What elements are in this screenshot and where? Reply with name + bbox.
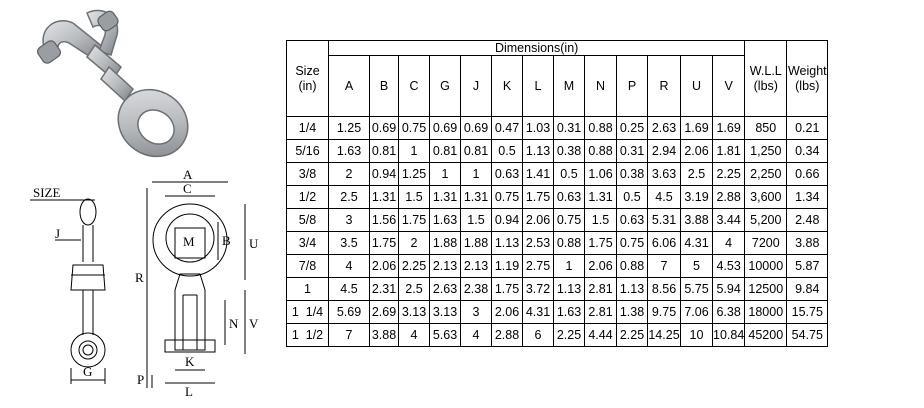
dim-cell-g: 2.63 — [430, 278, 461, 301]
size-cell: 1/2 — [287, 186, 329, 209]
label-p: P — [137, 372, 145, 387]
dim-cell-n: 1.31 — [585, 186, 617, 209]
dim-cell-n: 4.44 — [585, 324, 617, 347]
dim-cell-p: 0.63 — [617, 209, 648, 232]
dim-col-g: G — [430, 56, 461, 117]
wll-header-line-2: (lbs) — [753, 78, 778, 93]
label-size: SIZE — [33, 185, 61, 200]
dim-cell-r: 5.31 — [648, 209, 681, 232]
label-l: L — [185, 384, 193, 399]
dim-cell-j: 1.31 — [461, 186, 492, 209]
dim-cell-c: 1 — [399, 140, 430, 163]
dim-cell-u: 1.69 — [681, 117, 713, 140]
dim-cell-v: 10.84 — [713, 324, 745, 347]
dim-cell-n: 1.06 — [585, 163, 617, 186]
wll-cell: 1,250 — [745, 140, 787, 163]
dim-cell-p: 2.25 — [617, 324, 648, 347]
dim-col-m: M — [554, 56, 585, 117]
dim-cell-b: 0.81 — [370, 140, 399, 163]
label-m: M — [183, 234, 195, 249]
dim-col-a: A — [329, 56, 370, 117]
dim-cell-c: 2.25 — [399, 255, 430, 278]
dim-cell-g: 5.63 — [430, 324, 461, 347]
table-row — [287, 324, 828, 347]
dim-cell-m: 0.75 — [554, 209, 585, 232]
label-k: K — [185, 354, 195, 369]
label-c: C — [183, 181, 192, 196]
weight-header — [787, 41, 828, 117]
weight-cell: 1.34 — [787, 186, 828, 209]
weight-header-line-1: Weight — [787, 63, 827, 78]
dim-cell-c: 3.13 — [399, 301, 430, 324]
label-a: A — [183, 170, 193, 182]
dim-cell-g: 2.13 — [430, 255, 461, 278]
dim-cell-l: 1.75 — [523, 186, 554, 209]
dim-cell-p: 0.88 — [617, 255, 648, 278]
dim-cell-j: 0.81 — [461, 140, 492, 163]
technical-drawing — [25, 170, 285, 406]
dim-cell-p: 0.25 — [617, 117, 648, 140]
dim-cell-m: 1.63 — [554, 301, 585, 324]
wll-cell: 2,250 — [745, 163, 787, 186]
dim-cell-u: 2.06 — [681, 140, 713, 163]
dim-cell-r: 9.75 — [648, 301, 681, 324]
label-v: V — [249, 316, 259, 331]
dim-col-p: P — [617, 56, 648, 117]
dim-cell-b: 1.31 — [370, 186, 399, 209]
dim-cell-a: 7 — [329, 324, 370, 347]
dim-cell-c: 1.5 — [399, 186, 430, 209]
dim-col-b: B — [370, 56, 399, 117]
weight-cell: 0.34 — [787, 140, 828, 163]
wll-cell: 5,200 — [745, 209, 787, 232]
dim-cell-n: 2.06 — [585, 255, 617, 278]
dim-cell-a: 2.5 — [329, 186, 370, 209]
size-cell: 1 — [287, 278, 329, 301]
dim-cell-l: 6 — [523, 324, 554, 347]
dim-cell-n: 0.88 — [585, 117, 617, 140]
dim-cell-k: 0.63 — [492, 163, 523, 186]
dim-cell-r: 6.06 — [648, 232, 681, 255]
dim-cell-k: 2.88 — [492, 324, 523, 347]
dim-cell-a: 4 — [329, 255, 370, 278]
dim-cell-c: 2 — [399, 232, 430, 255]
dim-cell-a: 1.63 — [329, 140, 370, 163]
size-cell: 5/16 — [287, 140, 329, 163]
specification-rows — [287, 117, 828, 347]
dim-cell-k: 0.75 — [492, 186, 523, 209]
side-view — [30, 185, 105, 384]
dim-cell-u: 3.19 — [681, 186, 713, 209]
dim-cell-g: 1.88 — [430, 232, 461, 255]
dim-cell-a: 3 — [329, 209, 370, 232]
dim-cell-k: 2.06 — [492, 301, 523, 324]
dim-col-n: N — [585, 56, 617, 117]
dim-cell-b: 3.88 — [370, 324, 399, 347]
dim-cell-k: 0.47 — [492, 117, 523, 140]
table-row — [287, 278, 828, 301]
dim-cell-a: 5.69 — [329, 301, 370, 324]
size-cell: 5/8 — [287, 209, 329, 232]
weight-cell: 9.84 — [787, 278, 828, 301]
table-row — [287, 301, 828, 324]
dim-cell-l: 4.31 — [523, 301, 554, 324]
dim-cell-p: 1.13 — [617, 278, 648, 301]
dim-cell-l: 2.53 — [523, 232, 554, 255]
dim-cell-a: 1.25 — [329, 117, 370, 140]
table-row — [287, 255, 828, 278]
dim-cell-m: 2.25 — [554, 324, 585, 347]
dim-cell-c: 2.5 — [399, 278, 430, 301]
dim-cell-l: 1.13 — [523, 140, 554, 163]
dim-cell-g: 1 — [430, 163, 461, 186]
table-row — [287, 186, 828, 209]
label-r: R — [135, 270, 144, 285]
dim-cell-c: 1.75 — [399, 209, 430, 232]
wll-cell: 7200 — [745, 232, 787, 255]
dim-cell-v: 3.44 — [713, 209, 745, 232]
front-view — [135, 170, 259, 399]
label-g: G — [83, 364, 93, 379]
dim-cell-n: 1.5 — [585, 209, 617, 232]
dim-cell-b: 1.75 — [370, 232, 399, 255]
dim-col-c: C — [399, 56, 430, 117]
dim-col-l: L — [523, 56, 554, 117]
dim-cell-l: 3.72 — [523, 278, 554, 301]
dim-cell-v: 2.25 — [713, 163, 745, 186]
dim-cell-j: 2.38 — [461, 278, 492, 301]
size-header-line-1: Size — [295, 63, 320, 78]
dim-cell-b: 2.06 — [370, 255, 399, 278]
dimensions-header: Dimensions(in) — [329, 41, 745, 56]
dim-cell-j: 3 — [461, 301, 492, 324]
dim-cell-p: 0.31 — [617, 140, 648, 163]
table-row — [287, 232, 828, 255]
dim-cell-j: 0.69 — [461, 117, 492, 140]
dim-cell-j: 1.88 — [461, 232, 492, 255]
label-j: J — [55, 226, 61, 241]
dim-cell-b: 0.69 — [370, 117, 399, 140]
dim-cell-u: 5 — [681, 255, 713, 278]
dim-cell-b: 2.69 — [370, 301, 399, 324]
dim-cell-g: 0.69 — [430, 117, 461, 140]
size-cell: 1/4 — [287, 117, 329, 140]
dim-col-u: U — [681, 56, 713, 117]
wll-header-line-1: W.L.L — [749, 63, 782, 78]
size-cell: 7/8 — [287, 255, 329, 278]
dim-cell-g: 1.31 — [430, 186, 461, 209]
dim-cell-c: 1.25 — [399, 163, 430, 186]
dim-cell-u: 4.31 — [681, 232, 713, 255]
dim-cell-u: 2.5 — [681, 163, 713, 186]
dim-cell-v: 4 — [713, 232, 745, 255]
dim-cell-u: 3.88 — [681, 209, 713, 232]
wll-cell: 12500 — [745, 278, 787, 301]
dim-cell-m: 0.31 — [554, 117, 585, 140]
dim-cell-g: 1.63 — [430, 209, 461, 232]
dim-cell-j: 2.13 — [461, 255, 492, 278]
dim-cell-b: 1.56 — [370, 209, 399, 232]
label-n: N — [229, 316, 239, 331]
dim-cell-b: 2.31 — [370, 278, 399, 301]
dim-cell-m: 0.88 — [554, 232, 585, 255]
product-photo — [25, 5, 200, 170]
dim-cell-n: 2.81 — [585, 301, 617, 324]
size-cell: 1 1/4 — [287, 301, 329, 324]
dim-cell-l: 1.41 — [523, 163, 554, 186]
dim-cell-r: 14.25 — [648, 324, 681, 347]
dim-cell-u: 7.06 — [681, 301, 713, 324]
dim-cell-n: 1.75 — [585, 232, 617, 255]
dim-cell-p: 0.5 — [617, 186, 648, 209]
weight-cell: 5.87 — [787, 255, 828, 278]
dim-cell-r: 7 — [648, 255, 681, 278]
dim-cell-g: 3.13 — [430, 301, 461, 324]
dim-cell-k: 0.5 — [492, 140, 523, 163]
weight-cell: 54.75 — [787, 324, 828, 347]
dim-cell-j: 1.5 — [461, 209, 492, 232]
dim-cell-p: 1.38 — [617, 301, 648, 324]
weight-cell: 2.48 — [787, 209, 828, 232]
weight-cell: 15.75 — [787, 301, 828, 324]
dim-cell-k: 1.13 — [492, 232, 523, 255]
dim-cell-l: 1.03 — [523, 117, 554, 140]
size-header — [287, 41, 329, 117]
label-u: U — [249, 236, 259, 251]
dim-cell-k: 1.75 — [492, 278, 523, 301]
specification-table — [286, 40, 828, 347]
dim-col-r: R — [648, 56, 681, 117]
dim-cell-b: 0.94 — [370, 163, 399, 186]
dim-col-v: V — [713, 56, 745, 117]
dim-cell-m: 1 — [554, 255, 585, 278]
wll-cell: 10000 — [745, 255, 787, 278]
dim-cell-c: 4 — [399, 324, 430, 347]
wll-header — [745, 41, 787, 117]
dim-cell-k: 0.94 — [492, 209, 523, 232]
dim-col-k: K — [492, 56, 523, 117]
dim-cell-u: 5.75 — [681, 278, 713, 301]
dim-cell-u: 10 — [681, 324, 713, 347]
dim-cell-c: 0.75 — [399, 117, 430, 140]
wll-cell: 45200 — [745, 324, 787, 347]
dim-cell-m: 1.13 — [554, 278, 585, 301]
dim-cell-m: 0.63 — [554, 186, 585, 209]
label-b: B — [222, 233, 231, 248]
dim-cell-v: 5.94 — [713, 278, 745, 301]
table-row — [287, 209, 828, 232]
wll-cell: 18000 — [745, 301, 787, 324]
dim-cell-r: 8.56 — [648, 278, 681, 301]
dim-cell-v: 4.53 — [713, 255, 745, 278]
dim-cell-v: 2.88 — [713, 186, 745, 209]
size-cell: 3/4 — [287, 232, 329, 255]
wll-cell: 850 — [745, 117, 787, 140]
weight-cell: 0.21 — [787, 117, 828, 140]
table-row — [287, 117, 828, 140]
weight-cell: 0.66 — [787, 163, 828, 186]
dim-cell-m: 0.5 — [554, 163, 585, 186]
swivel-eye — [101, 67, 200, 170]
table-row — [287, 163, 828, 186]
wll-cell: 3,600 — [745, 186, 787, 209]
dim-cell-k: 1.19 — [492, 255, 523, 278]
dim-cell-p: 0.75 — [617, 232, 648, 255]
size-cell: 3/8 — [287, 163, 329, 186]
dim-cell-l: 2.75 — [523, 255, 554, 278]
dim-col-j: J — [461, 56, 492, 117]
table-row — [287, 140, 828, 163]
dim-cell-v: 1.69 — [713, 117, 745, 140]
dim-cell-l: 2.06 — [523, 209, 554, 232]
weight-cell: 3.88 — [787, 232, 828, 255]
dim-cell-j: 4 — [461, 324, 492, 347]
size-header-line-2: (in) — [298, 78, 317, 93]
size-cell: 1 1/2 — [287, 324, 329, 347]
dim-cell-g: 0.81 — [430, 140, 461, 163]
dim-cell-p: 0.38 — [617, 163, 648, 186]
dim-cell-r: 2.63 — [648, 117, 681, 140]
dim-cell-a: 4.5 — [329, 278, 370, 301]
dim-cell-a: 2 — [329, 163, 370, 186]
weight-header-line-2: (lbs) — [795, 78, 820, 93]
dim-cell-v: 1.81 — [713, 140, 745, 163]
dim-cell-j: 1 — [461, 163, 492, 186]
dim-cell-r: 4.5 — [648, 186, 681, 209]
dim-cell-n: 2.81 — [585, 278, 617, 301]
dim-cell-r: 3.63 — [648, 163, 681, 186]
dim-cell-m: 0.38 — [554, 140, 585, 163]
dim-cell-v: 6.38 — [713, 301, 745, 324]
dim-cell-a: 3.5 — [329, 232, 370, 255]
dim-cell-r: 2.94 — [648, 140, 681, 163]
dim-cell-n: 0.88 — [585, 140, 617, 163]
